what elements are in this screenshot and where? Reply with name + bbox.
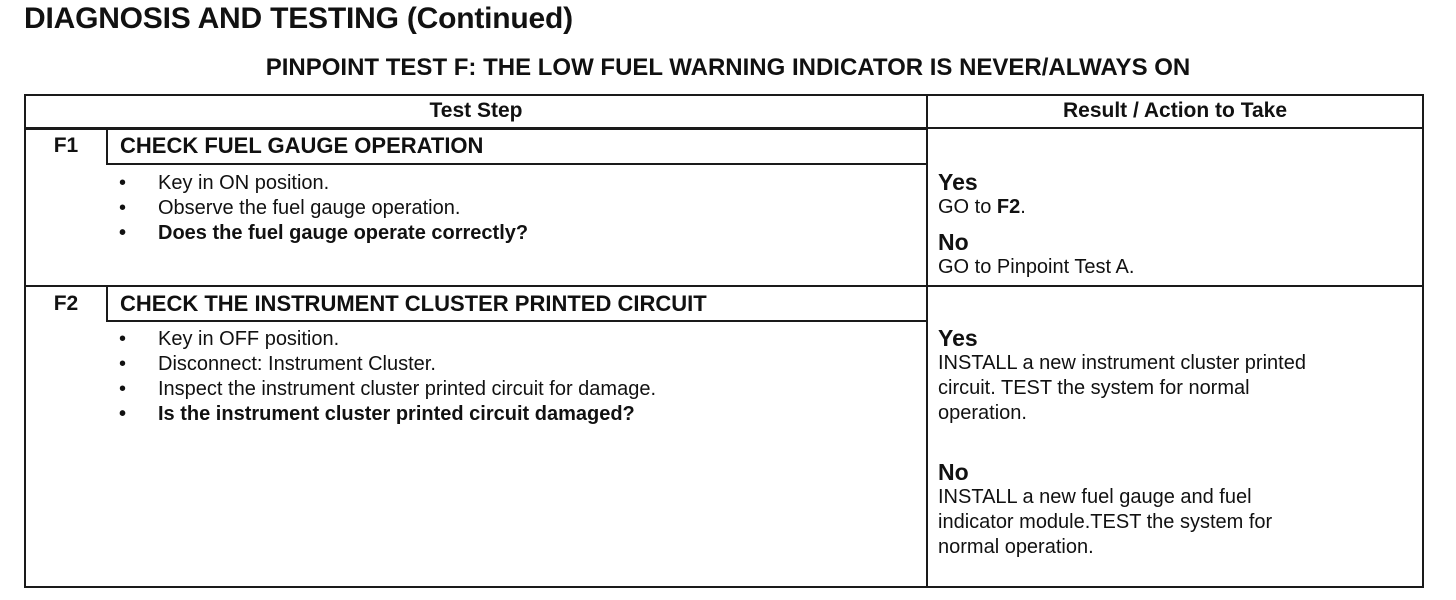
step-f2-results: [938, 326, 1422, 560]
no-action-line: indicator module.TEST the system for: [938, 511, 1273, 533]
bullet-icon: •: [119, 222, 127, 244]
step-f2-action: • Key in OFF position.: [119, 328, 340, 350]
step-f2-actions: [116, 327, 656, 427]
result-action-header: Result / Action to Take: [1062, 99, 1288, 122]
yes-action-line: INSTALL a new instrument cluster printed: [938, 352, 1306, 374]
step-f2-title: CHECK THE INSTRUMENT CLUSTER PRINTED CIRCUIT: [120, 291, 707, 316]
section-title: DIAGNOSIS AND TESTING (Continued): [24, 2, 573, 35]
bullet-icon: •: [119, 328, 127, 350]
step-f1-action: • Key in ON position.: [119, 172, 330, 194]
no-label: No: [938, 229, 969, 255]
no-action-line: INSTALL a new fuel gauge and fuel: [938, 486, 1252, 508]
bullet-icon: •: [119, 403, 127, 425]
step-f1-id: F1: [53, 134, 79, 157]
step-f1-title: CHECK FUEL GAUGE OPERATION: [120, 133, 484, 158]
step-f2-id-divider: [106, 286, 108, 322]
bullet-icon: •: [119, 353, 127, 375]
bullet-icon: •: [119, 172, 127, 194]
yes-label: Yes: [938, 325, 978, 351]
yes-action-line: operation.: [938, 402, 1027, 424]
no-action-line: normal operation.: [938, 536, 1094, 558]
bullet-icon: •: [119, 378, 127, 400]
bullet-icon: •: [119, 197, 127, 219]
test-step-header: Test Step: [429, 99, 523, 122]
column-divider: [926, 94, 928, 588]
step-f1-results: [938, 170, 1422, 280]
step-f1-action: • Observe the fuel gauge operation.: [119, 197, 461, 219]
yes-action: GO to F2.: [938, 196, 1026, 218]
step-f1-actions: [116, 171, 528, 246]
no-action: GO to Pinpoint Test A.: [938, 256, 1135, 278]
step-f2-question: • Is the instrument cluster printed circuit damaged?: [119, 403, 635, 425]
step-f1-id-divider: [106, 128, 108, 164]
step-f2-action: • Disconnect: Instrument Cluster.: [119, 353, 436, 375]
step-f2-action: • Inspect the instrument cluster printed circuit for damage.: [119, 378, 657, 400]
pinpoint-test-title: PINPOINT TEST F: THE LOW FUEL WARNING INDICATOR IS NEVER/ALWAYS ON: [265, 54, 1191, 81]
step-f1-question: • Does the fuel gauge operate correctly?: [119, 222, 529, 244]
step-f2-id: F2: [53, 292, 79, 315]
step-link-f2: F2: [996, 196, 1021, 218]
step-f2-divider: [24, 285, 1424, 287]
yes-action-line: circuit. TEST the system for normal: [938, 377, 1250, 399]
no-label: No: [938, 459, 969, 485]
yes-label: Yes: [938, 169, 978, 195]
